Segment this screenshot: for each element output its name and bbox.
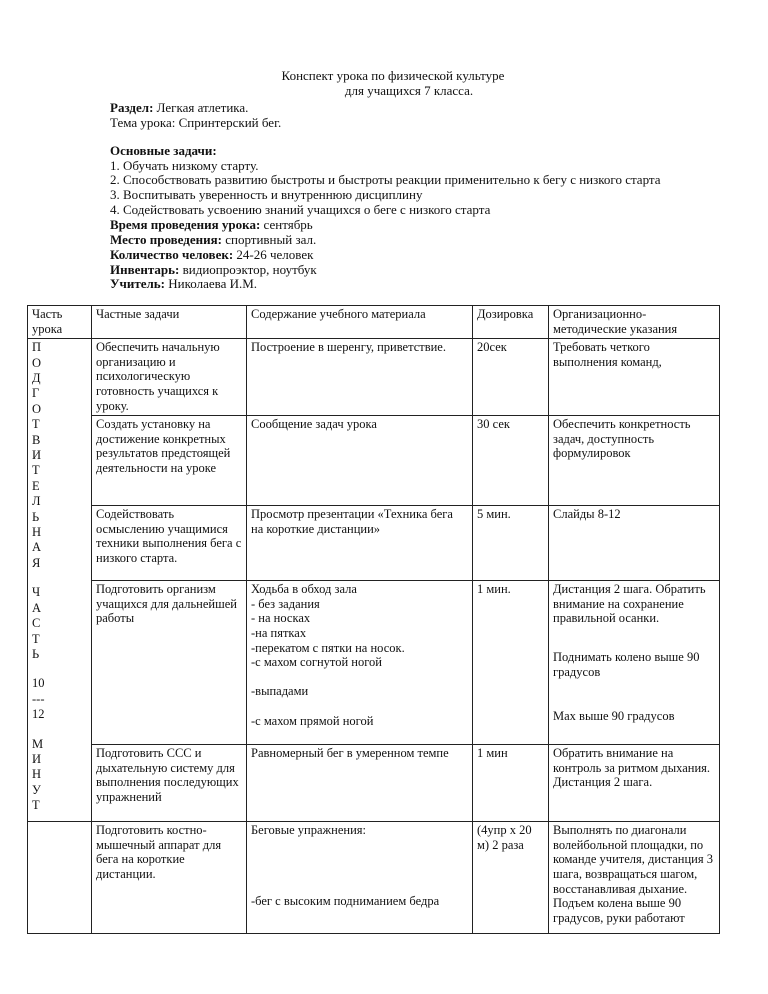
task-item-3: 3. Воспитывать уверенность и внутреннюю дисциплину xyxy=(110,187,423,202)
row3-dosage: 5 мин. xyxy=(473,506,549,581)
row2-dosage: 30 сек xyxy=(473,416,549,506)
row2-guidance: Обеспечить конкретность задач, доступность формулировок xyxy=(549,416,720,506)
task-item-1: 1. Обучать низкому старту. xyxy=(110,158,259,173)
row6-task: Подготовить костно-мышечный аппарат для бега на короткие дистанции. xyxy=(92,822,247,934)
count-value: 24-26 человек xyxy=(233,247,314,262)
task-item-4: 4. Содействовать усвоению знаний учащихся о беге с низкого старта xyxy=(110,202,491,217)
header-part: Часть урока xyxy=(28,306,92,339)
row6-guidance: Выполнять по диагонали волейбольной площадки, по команде учителя, дистанция 3 шага, возвращаться шагом, восстанавливая дыхание. Подъем колена выше 90 градусов, руки работают xyxy=(549,822,720,934)
row6-dosage: (4упр х 20 м) 2 раза xyxy=(473,822,549,934)
equipment-value: видиопроэктор, ноутбук xyxy=(179,262,317,277)
place-label: Место проведения: xyxy=(110,232,222,247)
table-header-row xyxy=(28,306,720,339)
equipment-line xyxy=(110,262,317,277)
place-line xyxy=(110,232,316,247)
place-value: спортивный зал. xyxy=(221,232,317,247)
row1-guidance: Требовать четкого выполнения команд, xyxy=(549,339,720,416)
row4-dosage: 1 мин. xyxy=(473,581,549,745)
row2-task: Создать установку на достижение конкретных результатов предстоящей деятельности на уроке xyxy=(92,416,247,506)
part-column: П О Д Г О Т В И Т Е Л Ь Н А Я Ч А С Т Ь 10 --- 12 М И Н У Т xyxy=(28,339,92,822)
row5-guidance: Обратить внимание на контроль за ритмом дыхания. Дистанция 2 шага. xyxy=(549,745,720,822)
row1-dosage: 20сек xyxy=(473,339,549,416)
row6-part xyxy=(28,822,92,934)
row4-content: Ходьба в обход зала - без задания - на носках -на пятках -перекатом с пятки на носок. -с махом согнутой ногой -выпадами -с махом прямой ногой xyxy=(247,581,473,745)
row4-guidance: Дистанция 2 шага. Обратить внимание на сохранение правильной осанки. Поднимать колено выше 90 градусов Мах выше 90 градусов xyxy=(549,581,720,745)
row5-task: Подготовить ССС и дыхательную систему для выполнения последующих упражнений xyxy=(92,745,247,822)
count-line xyxy=(110,247,313,262)
row1-task: Обеспечить начальную организацию и психологическую готовность учащихся к уроку. xyxy=(92,339,247,416)
task-item-2: 2. Способствовать развитию быстроты и быстроты реакции применительно к бегу с низкого старта xyxy=(110,172,661,187)
row5-dosage: 1 мин xyxy=(473,745,549,822)
teacher-label: Учитель: xyxy=(110,276,166,291)
row4-task: Подготовить организм учащихся для дальнейшей работы xyxy=(92,581,247,745)
time-value: сентябрь xyxy=(260,217,313,232)
time-label: Время проведения урока: xyxy=(110,217,261,232)
time-line xyxy=(110,217,313,232)
section-value: Легкая атлетика. xyxy=(153,100,249,115)
header-content: Содержание учебного материала xyxy=(247,306,473,339)
row5-content: Равномерный бег в умеренном темпе xyxy=(247,745,473,822)
table-row xyxy=(28,339,720,416)
row6-content: Беговые упражнения: -бег с высоким подниманием бедра xyxy=(247,822,473,934)
row3-task: Содействовать осмыслению учащимися техники выполнения бега с низкого старта. xyxy=(92,506,247,581)
lesson-plan-table xyxy=(27,305,720,934)
teacher-value: Николаева И.М. xyxy=(165,276,258,291)
section-line xyxy=(110,100,248,115)
header-guidance: Организационно-методические указания xyxy=(549,306,720,339)
section-label: Раздел: xyxy=(110,100,154,115)
topic-line: Тема урока: Спринтерский бег. xyxy=(110,115,282,130)
tasks-heading: Основные задачи: xyxy=(110,143,217,158)
doc-title-line1: Конспект урока по физической культуре xyxy=(281,68,505,83)
teacher-line xyxy=(110,276,257,291)
equipment-label: Инвентарь: xyxy=(110,262,180,277)
header-dosage: Дозировка xyxy=(473,306,549,339)
table-row xyxy=(28,506,720,581)
table-row xyxy=(28,745,720,822)
row1-content: Построение в шеренгу, приветствие. xyxy=(247,339,473,416)
row3-content: Просмотр презентации «Техника бега на короткие дистанции» xyxy=(247,506,473,581)
doc-title-line2: для учащихся 7 класса. xyxy=(344,83,474,98)
header-tasks: Частные задачи xyxy=(92,306,247,339)
count-label: Количество человек: xyxy=(110,247,234,262)
row2-content: Сообщение задач урока xyxy=(247,416,473,506)
table-row xyxy=(28,822,720,934)
row3-guidance: Слайды 8-12 xyxy=(549,506,720,581)
table-row xyxy=(28,416,720,506)
table-row xyxy=(28,581,720,745)
